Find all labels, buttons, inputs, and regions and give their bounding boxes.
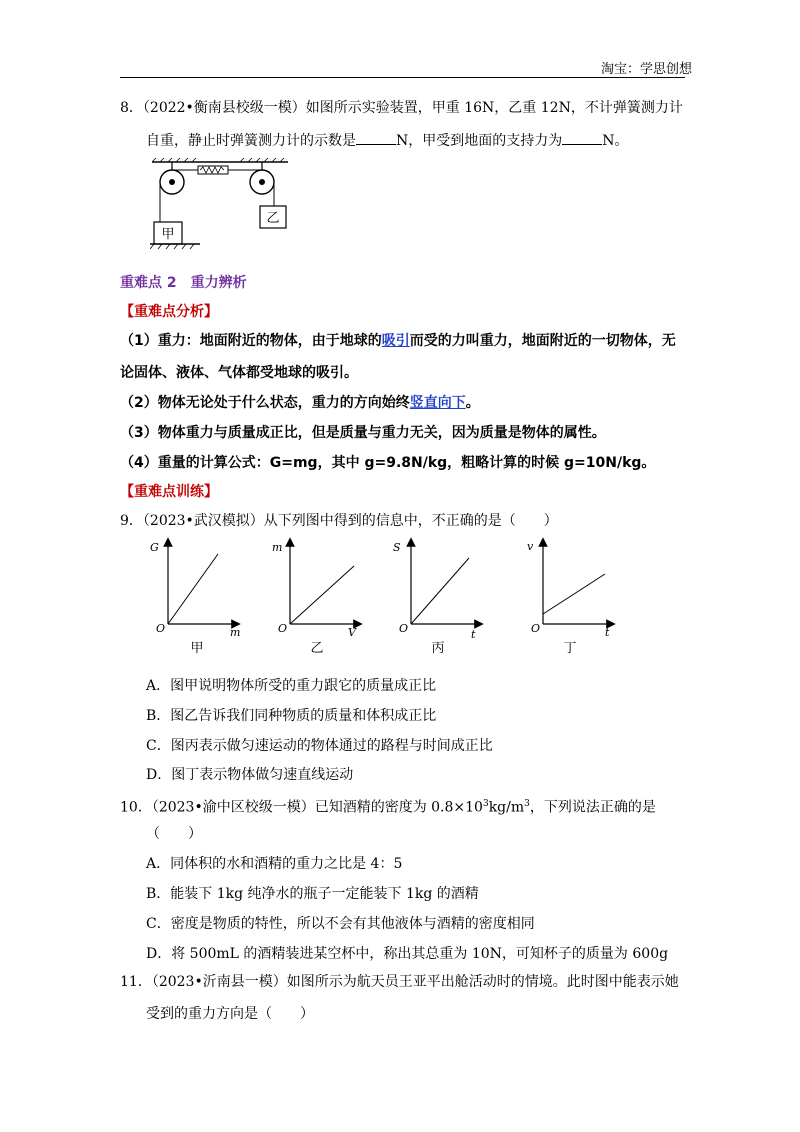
graph-yi-xlabel: V <box>348 626 356 639</box>
graph-bing <box>393 541 479 656</box>
analysis-p1-line2: 论固体、液体、气体都受地球的吸引。 <box>120 365 358 381</box>
graph-yi-origin: O <box>278 622 288 635</box>
q10-option-a: A．同体积的水和酒精的重力之比是 4：5 <box>146 856 403 872</box>
graph-jia-caption: 甲 <box>190 641 204 656</box>
q8-stem-line2 <box>146 130 629 151</box>
graph-bing-line <box>411 558 469 624</box>
section-title: 重难点 2 重力辨析 <box>120 275 247 291</box>
q8-blank-2 <box>562 130 602 145</box>
q8-figure <box>150 158 290 253</box>
q10-paren: （ ） <box>146 826 202 842</box>
link-vertical-down[interactable]: 竖直向下 <box>409 395 466 411</box>
q8-text-a: 自重，静止时弹簧测力计的示数是 <box>146 133 356 149</box>
p2-text-a: （2）物体无论处于什么状态，重力的方向始终 <box>120 395 410 411</box>
q10-stem-a: 10．（2023•渝中区校级一模）已知酒精的密度为 0.8×10 <box>120 799 483 816</box>
header-brand: 淘宝：学思创想 <box>600 62 692 77</box>
analysis-p2 <box>120 393 480 413</box>
graph-ding-caption: 丁 <box>563 641 577 656</box>
label-jia: 甲 <box>161 227 175 242</box>
p1-text-b: 而受的力叫重力，地面附近的一切物体，无 <box>409 333 676 349</box>
graph-jia <box>150 541 240 656</box>
graph-jia-origin: O <box>156 622 166 635</box>
q10-option-b: B．能装下 1kg 纯净水的瓶子一定能装下 1kg 的酒精 <box>146 886 479 902</box>
q10-stem-c: ，下列说法正确的是 <box>529 799 656 816</box>
training-heading: 【重难点训练】 <box>120 484 218 500</box>
q10-option-c: C．密度是物质的特性，所以不会有其他液体与酒精的密度相同 <box>146 916 535 932</box>
graph-jia-line <box>168 554 218 624</box>
p2-text-b: 。 <box>465 395 480 411</box>
q8-text-c: N。 <box>602 133 629 149</box>
q9-option-a: A．图甲说明物体所受的重力跟它的质量成正比 <box>146 678 437 694</box>
graph-bing-ylabel: S <box>393 541 401 554</box>
q11-stem-line2: 受到的重力方向是（ ） <box>146 1006 314 1022</box>
q10-option-d: D．将 500mL 的酒精装进某空杯中，称出其总重为 10N，可知杯子的质量为 600g <box>146 946 669 962</box>
header-divider <box>120 77 685 78</box>
q11-stem-line1: 11．（2023•沂南县一模）如图所示为航天员王亚平出舱活动时的情境。此时图中能表示她 <box>120 974 679 990</box>
analysis-p4: （4）重量的计算公式：G=mg，其中 g=9.8N/kg，粗略计算的时候 g=10N/kg。 <box>120 455 656 471</box>
q9-option-b: B．图乙告诉我们同种物质的质量和体积成正比 <box>146 708 437 724</box>
analysis-p1-line1 <box>120 331 676 351</box>
graph-jia-xlabel: m <box>230 626 241 639</box>
q8-stem-line1: 8．（2022•衡南县校级一模）如图所示实验装置，甲重 16N，乙重 12N，不计弹簧测力计 <box>120 100 683 116</box>
q8-text-b: N，甲受到地面的支持力为 <box>396 133 563 149</box>
graph-jia-ylabel: G <box>150 541 159 554</box>
graph-yi-ylabel: m <box>272 541 283 554</box>
graph-ding-xlabel: t <box>605 626 610 639</box>
q10-stem-b: kg/m <box>488 799 525 816</box>
graph-yi-caption: 乙 <box>310 641 324 656</box>
graph-ding <box>527 540 611 656</box>
analysis-p3: （3）物体重力与质量成正比，但是质量与重力无关，因为质量是物体的属性。 <box>120 425 606 441</box>
link-attraction[interactable]: 吸引 <box>381 333 410 349</box>
graph-yi <box>272 541 358 656</box>
graph-bing-origin: O <box>399 622 409 635</box>
q10-sup-1: 3 <box>482 799 489 809</box>
graph-bing-xlabel: t <box>471 628 476 641</box>
q9-option-d: D．图丁表示物体做匀速直线运动 <box>146 767 354 783</box>
q10-stem <box>120 794 656 818</box>
q9-graphs <box>140 536 640 658</box>
graph-bing-caption: 丙 <box>431 641 445 656</box>
analysis-heading: 【重难点分析】 <box>120 304 218 320</box>
p1-text-a: （1）重力：地面附近的物体，由于地球的 <box>120 333 382 349</box>
graph-ding-origin: O <box>531 622 541 635</box>
graph-ding-ylabel: v <box>527 540 534 553</box>
graph-yi-line <box>290 566 354 624</box>
q9-stem: 9．（2023•武汉模拟）从下列图中得到的信息中，不正确的是（ ） <box>120 513 558 529</box>
q9-option-c: C．图丙表示做匀速运动的物体通过的路程与时间成正比 <box>146 738 493 754</box>
q10-sup-2: 3 <box>524 799 530 809</box>
q8-blank-1 <box>356 130 396 145</box>
graph-ding-line <box>543 574 605 614</box>
label-yi: 乙 <box>266 211 280 226</box>
